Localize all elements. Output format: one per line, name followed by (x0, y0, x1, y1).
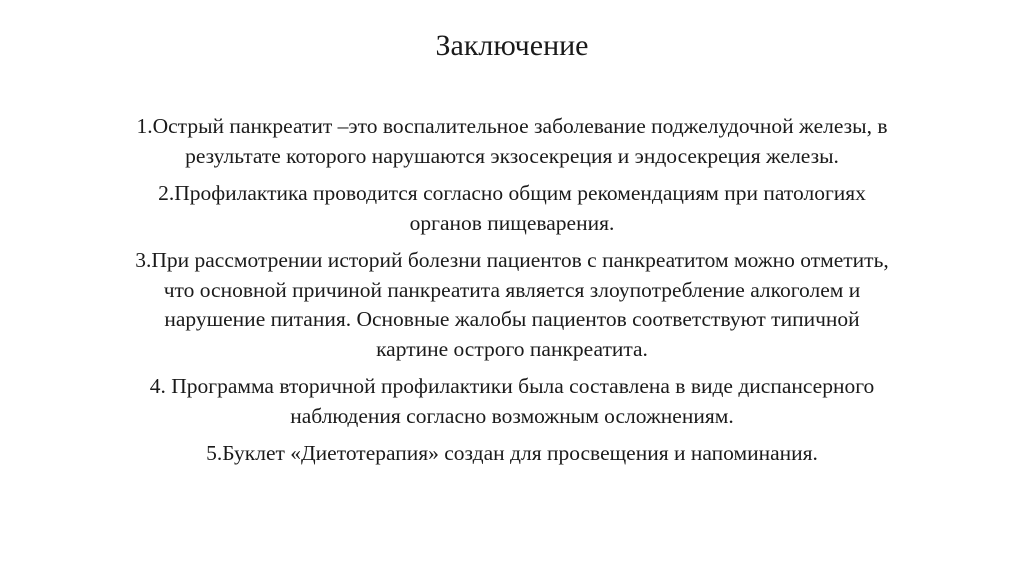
conclusion-point-1-line-1: 1.Острый панкреатит –это воспалительное заболевание поджелудочной железы, в (136, 114, 888, 138)
conclusion-point-1 (40, 112, 984, 171)
conclusion-point-2 (40, 179, 984, 238)
conclusion-point-4-line-1: 4. Программа вторичной профилактики была составлена в виде диспансерного (149, 374, 875, 398)
conclusion-point-3-line-4: картине острого панкреатита. (376, 336, 648, 361)
conclusion-point-3-line-2: что основной причиной панкреатита является злоупотребление алкоголем и (163, 277, 861, 302)
conclusion-point-5 (40, 439, 984, 469)
conclusion-point-3-line-1: 3.При рассмотрении историй болезни пациентов с панкреатитом можно отметить, (135, 248, 889, 272)
conclusion-point-3-line-3: нарушение питания. Основные жалобы пациентов соответствуют типичной (164, 307, 860, 331)
conclusion-point-2-line-2: органов пищеварения. (409, 210, 615, 235)
conclusion-point-4-line-2: наблюдения согласно возможным осложнениям. (290, 403, 734, 428)
conclusion-point-5-line-1: 5.Буклет «Диетотерапия» создан для просвещения и напоминания. (206, 441, 818, 465)
conclusion-point-4 (40, 372, 984, 431)
conclusion-point-2-line-1: 2.Профилактика проводится согласно общим рекомендациям при патологиях (158, 181, 866, 205)
conclusion-list (40, 112, 984, 477)
conclusion-point-3 (40, 246, 984, 364)
conclusion-point-1-line-2: результате которого нарушаются экзосекреция и эндосекреция железы. (185, 143, 839, 168)
slide-title: Заключение (435, 29, 589, 62)
